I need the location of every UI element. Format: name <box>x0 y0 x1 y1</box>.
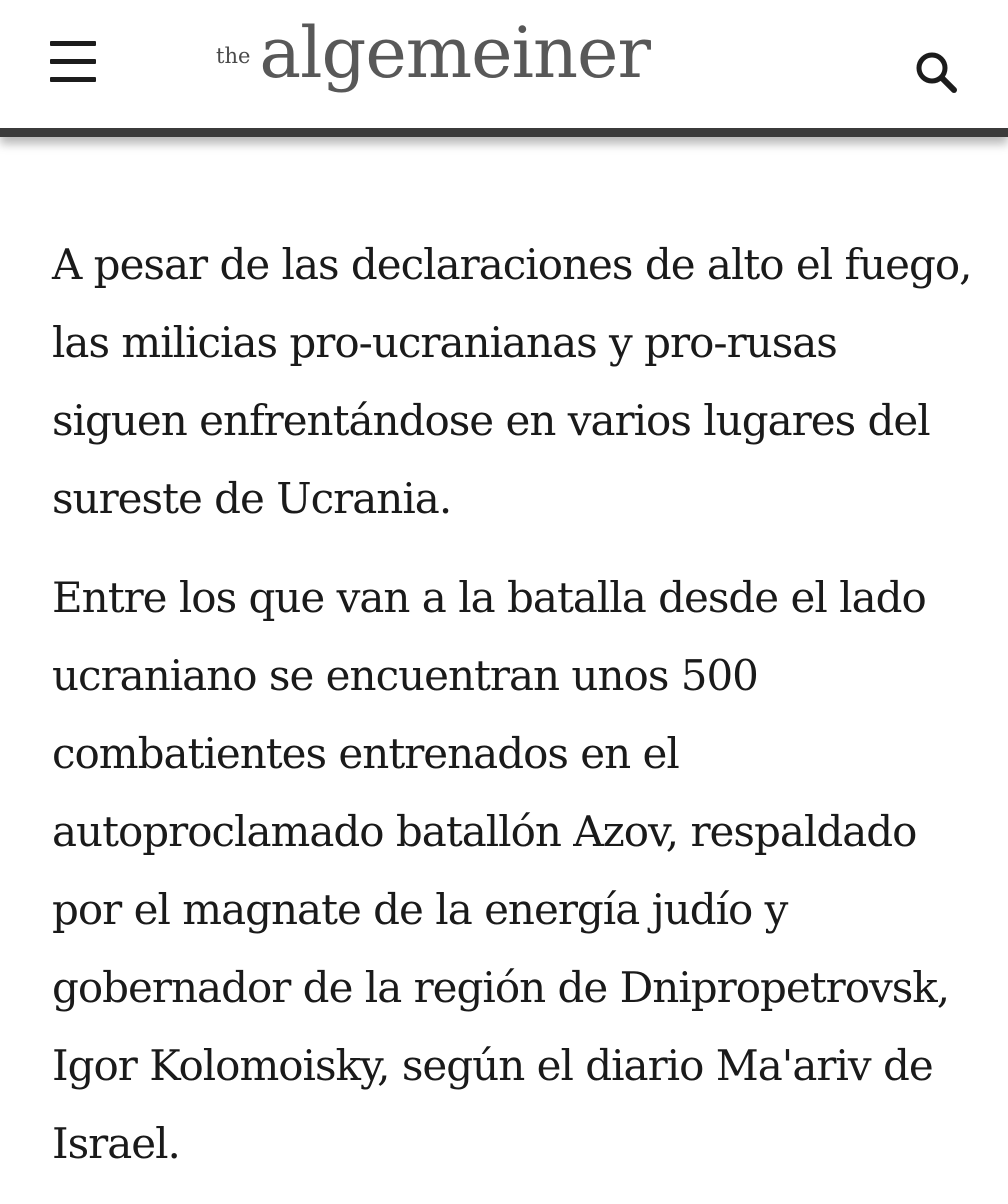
site-logo[interactable] <box>216 10 650 110</box>
logo-prefix: the <box>216 44 251 68</box>
search-icon[interactable] <box>913 49 957 93</box>
site-header <box>0 0 1008 137</box>
menu-bar-bottom <box>50 77 96 82</box>
logo-name: algemeiner <box>259 12 650 94</box>
menu-bar-top <box>50 41 96 46</box>
article-body <box>52 226 972 1204</box>
hamburger-menu-icon[interactable] <box>50 39 96 85</box>
menu-bar-middle <box>50 59 96 64</box>
article-paragraph: Entre los que van a la batalla desde el lado ucraniano se encuentran unos 500 combatientes entrenados en el autoproclamado batallón Azov, respaldado por el magnate de la energía judío y gobernador de la región de Dnipropetrovsk, Igor Kolomoisky, según el diario Ma'ariv de Israel. <box>52 573 950 1168</box>
article-paragraph: A pesar de las declaraciones de alto el fuego, las milicias pro-ucranianas y pro-rusas siguen enfrentándose en varios lugares del sureste de Ucrania. <box>52 240 972 523</box>
